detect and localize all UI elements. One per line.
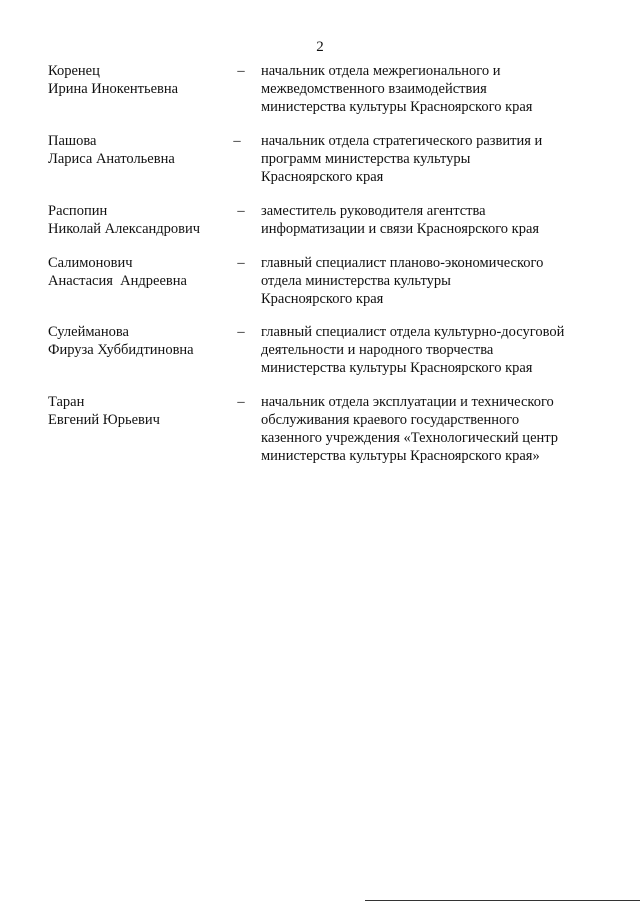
page-number: 2 (316, 39, 324, 55)
role-line: Красноярского края (261, 291, 384, 307)
member-given-name: Николай Александрович (48, 221, 201, 237)
dash-separator: – (237, 63, 245, 79)
role-line: Красноярского края (261, 169, 384, 185)
role-line: главный специалист отдела культурно-досуговой (261, 324, 565, 340)
role-line: межведомственного взаимодействия (261, 81, 487, 97)
member-surname: Распопин (48, 203, 108, 219)
member-name (48, 323, 228, 359)
member-role (261, 62, 601, 116)
member-role (261, 323, 601, 377)
member-given-name: Лариса Анатольевна (48, 151, 175, 167)
role-line: заместитель руководителя агентства (261, 203, 486, 219)
role-line: обслуживания краевого государственного (261, 412, 520, 428)
role-line: информатизации и связи Красноярского края (261, 221, 540, 237)
dash-separator: – (237, 324, 245, 340)
role-line: начальник отдела стратегического развития и (261, 133, 543, 149)
role-line: министерства культуры Красноярского края (261, 360, 533, 376)
role-line: начальник отдела межрегионального и (261, 63, 501, 79)
member-role (261, 393, 601, 465)
member-role (261, 132, 601, 186)
dash-separator: – (237, 203, 245, 219)
member-surname: Коренец (48, 63, 100, 79)
footer-rule (365, 900, 640, 901)
role-line: отдела министерства культуры (261, 273, 451, 289)
member-name (48, 202, 228, 238)
member-role (261, 202, 601, 238)
role-line: казенного учреждения «Технологический центр (261, 430, 559, 446)
member-surname: Салимонович (48, 255, 133, 271)
role-line: министерства культуры Красноярского края (261, 99, 533, 115)
member-name (48, 132, 228, 168)
dash-separator: – (233, 133, 241, 149)
member-given-name: Фируза Хуббидтиновна (48, 342, 194, 358)
member-name (48, 254, 228, 290)
member-surname: Пашова (48, 133, 97, 149)
member-surname: Таран (48, 394, 85, 410)
dash-separator: – (237, 255, 245, 271)
member-name (48, 62, 228, 98)
role-line: программ министерства культуры (261, 151, 471, 167)
member-given-name: Ирина Инокентьевна (48, 81, 179, 97)
role-line: начальник отдела эксплуатации и технического (261, 394, 554, 410)
member-given-name: Евгений Юрьевич (48, 412, 160, 428)
member-name (48, 393, 228, 429)
member-role (261, 254, 601, 308)
role-line: главный специалист планово-экономического (261, 255, 544, 271)
dash-separator: – (237, 394, 245, 410)
role-line: деятельности и народного творчества (261, 342, 494, 358)
member-given-name: Анастасия Андреевна (48, 273, 187, 289)
role-line: министерства культуры Красноярского края» (261, 448, 540, 464)
member-surname: Сулейманова (48, 324, 129, 340)
